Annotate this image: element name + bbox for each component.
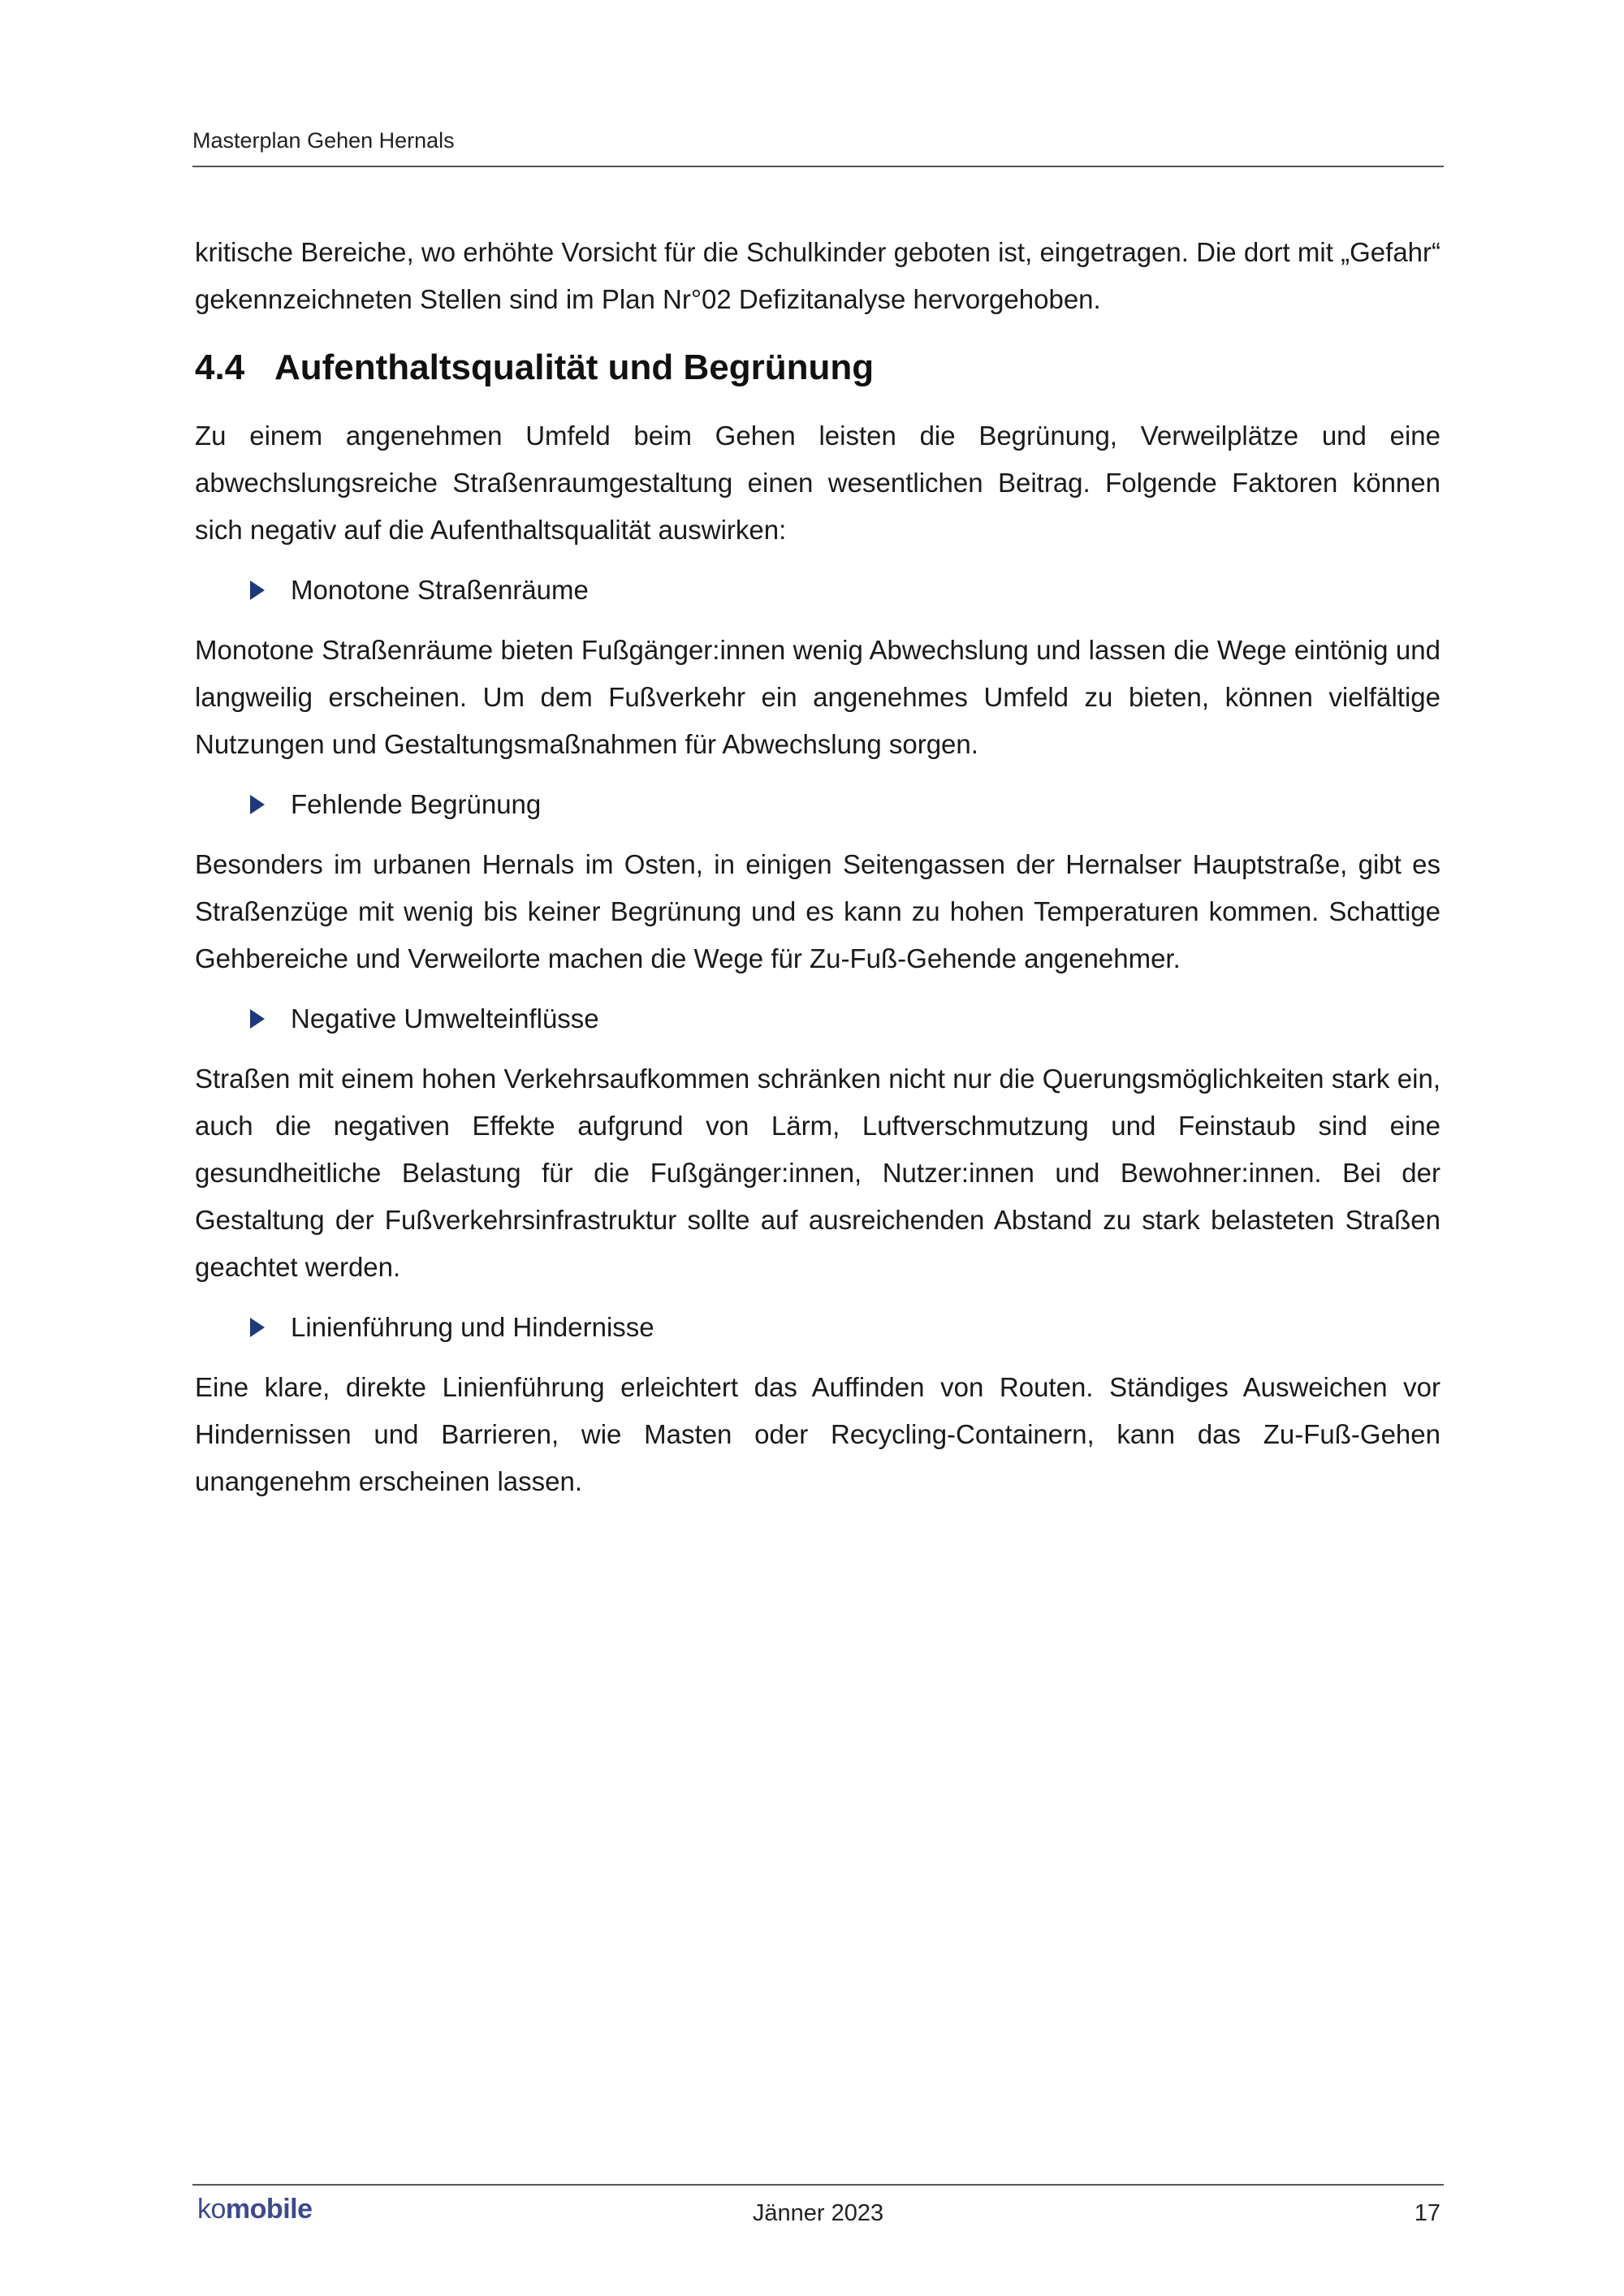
- section-heading: [195, 343, 1440, 393]
- bullet-item: [250, 995, 1440, 1042]
- bullet-paragraph: Besonders im urbanen Hernals im Osten, in einigen Seitengassen der Hernalser Hauptstraße, gibt es Straßenzüge mit wenig bis keiner Begrünung und es kann zu hohen Temperaturen kommen. Schattige Gehbereiche und Verweilorte machen die Wege für Zu-Fuß-Gehende angenehmer.: [195, 849, 1440, 973]
- bullet-label: Negative Umwelteinflüsse: [291, 1003, 599, 1034]
- bullet-label: Fehlende Begrünung: [291, 789, 542, 819]
- intro-paragraph: kritische Bereiche, wo erhöhte Vorsicht für die Schulkinder geboten ist, eingetragen. Die dort mit „Gefahr“ gekennzeichneten Stellen sind im Plan Nr°02 Defizitanalyse hervorgehoben.: [195, 237, 1440, 314]
- bullet-label: Monotone Straßenräume: [291, 575, 589, 605]
- page-footer: [192, 2184, 1444, 2234]
- footer-date: Jänner 2023: [752, 2200, 884, 2226]
- bullet-label: Linienführung und Hindernisse: [291, 1312, 654, 1342]
- page-number: 17: [1414, 2200, 1440, 2226]
- triangle-bullet-icon: [250, 795, 265, 814]
- page-content: [195, 229, 1440, 1505]
- section-intro-paragraph: Zu einem angenehmen Umfeld beim Gehen leisten die Begrünung, Verweilplätze und eine abwechslungsreiche Straßenraumgestaltung einen wesentlichen Beitrag. Folgende Faktoren können sich negativ auf die Aufenthaltsqualität auswirken:: [195, 421, 1440, 545]
- bullet-item: [250, 1304, 1440, 1351]
- bullet-paragraph: Monotone Straßenräume bieten Fußgänger:innen wenig Abwechslung und lassen die Wege eintönig und langweilig erscheinen. Um dem Fußverkehr ein angenehmes Umfeld zu bieten, können vielfältige Nutzungen und Gestaltungsmaßnahmen für Abwechslung sorgen.: [195, 635, 1440, 759]
- section-number: 4.4: [195, 347, 245, 387]
- bullet-item: [250, 567, 1440, 614]
- triangle-bullet-icon: [250, 1009, 265, 1029]
- triangle-bullet-icon: [250, 1318, 265, 1337]
- page-header: [192, 123, 1444, 167]
- triangle-bullet-icon: [250, 580, 265, 600]
- bullet-item: [250, 781, 1440, 828]
- section-title: Aufenthaltsqualität und Begrünung: [274, 347, 875, 387]
- bullet-paragraph: Straßen mit einem hohen Verkehrsaufkommen schränken nicht nur die Querungsmöglichkeiten stark ein, auch die negativen Effekte aufgrund von Lärm, Luftverschmutzung und Feinstaub sind eine gesundheitliche Belastung für die Fußgänger:innen, Nutzer:innen und Bewohner:innen. Bei der Gestaltung der Fußverkehrsinfrastruktur sollte auf ausreichenden Abstand zu stark belasteten Straßen geachtet werden.: [195, 1064, 1440, 1282]
- header-title: Masterplan Gehen Hernals: [192, 128, 455, 153]
- bullet-paragraph: Eine klare, direkte Linienführung erleichtert das Auffinden von Routen. Ständiges Ausweichen vor Hindernissen und Barrieren, wie Masten oder Recycling-Containern, kann das Zu-Fuß-Gehen unangenehm erscheinen lassen.: [195, 1372, 1440, 1496]
- komobile-logo: komobile: [197, 2194, 313, 2225]
